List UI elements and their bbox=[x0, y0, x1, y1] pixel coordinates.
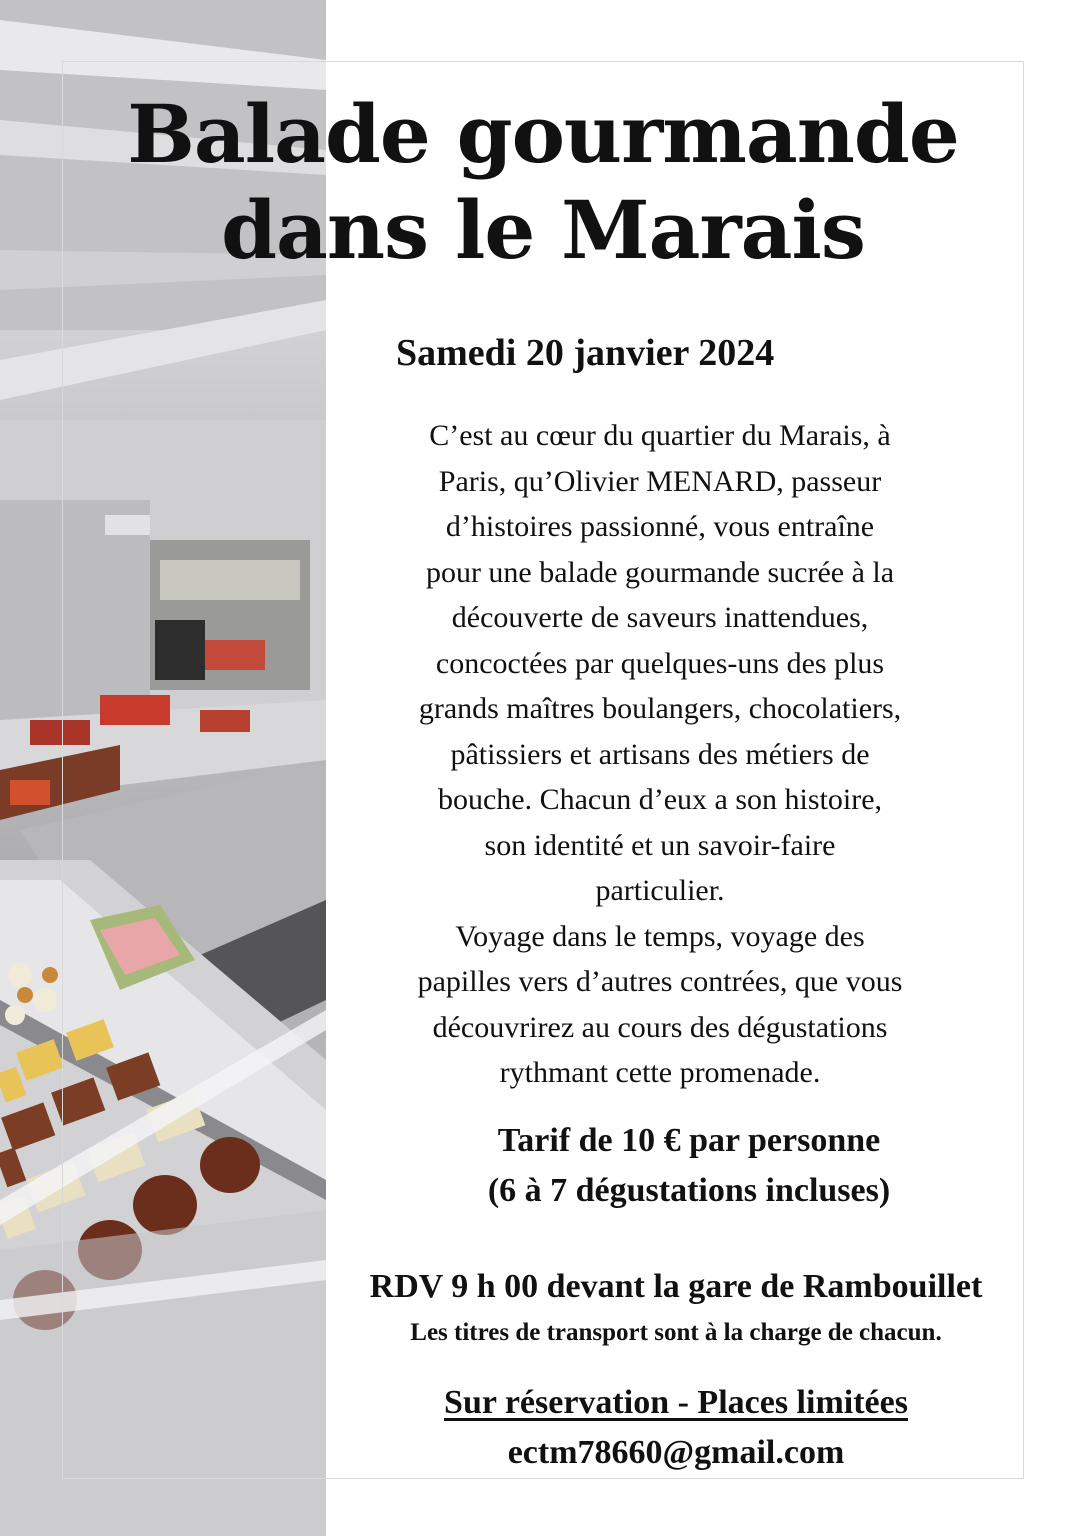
description-line: papilles vers d’autres contrées, que vous bbox=[417, 965, 903, 998]
meeting-point: RDV 9 h 00 devant la gare de Rambouillet bbox=[369, 1268, 983, 1305]
description-line: Voyage dans le temps, voyage des bbox=[455, 919, 865, 953]
title-line-2: dans le Marais bbox=[221, 183, 865, 277]
description-line: grands maîtres boulangers, chocolatiers, bbox=[418, 692, 902, 725]
page-title bbox=[60, 86, 1026, 278]
description-line: découverte de saveurs inattendues, bbox=[451, 601, 869, 634]
reservation-notice: Sur réservation - Places limitées bbox=[444, 1384, 908, 1421]
description-line: découvrirez au cours des dégustations bbox=[432, 1010, 888, 1044]
description-line: C’est au cœur du quartier du Marais, à bbox=[429, 419, 891, 452]
title-line-1: Balade gourmande bbox=[127, 87, 959, 181]
event-date: Samedi 20 janvier 2024 bbox=[396, 332, 775, 374]
description-line: concoctées par quelques-uns des plus bbox=[435, 646, 885, 680]
description-line: pâtissiers et artisans des métiers de bbox=[450, 737, 870, 771]
tastings-text: (6 à 7 dégustations incluses) bbox=[487, 1172, 891, 1209]
contact-email[interactable]: ectm78660@gmail.com bbox=[507, 1434, 845, 1471]
description-line: particulier. bbox=[595, 874, 725, 907]
description-line: Paris, qu’Olivier MENARD, passeur bbox=[438, 464, 882, 498]
price-text: Tarif de 10 € par personne bbox=[497, 1122, 881, 1159]
description-line: d’histoires passionné, vous entraîne bbox=[445, 510, 875, 543]
description-line: bouche. Chacun d’eux a son histoire, bbox=[437, 783, 883, 816]
description-line: son identité et un savoir-faire bbox=[484, 828, 836, 862]
transport-note: Les titres de transport sont à la charge de chacun. bbox=[410, 1319, 942, 1346]
description-line: rythmant cette promenade. bbox=[499, 1056, 821, 1089]
event-description bbox=[342, 413, 978, 1096]
pricing-block bbox=[342, 1116, 1036, 1216]
description-line: pour une balade gourmande sucrée à la bbox=[425, 555, 895, 589]
